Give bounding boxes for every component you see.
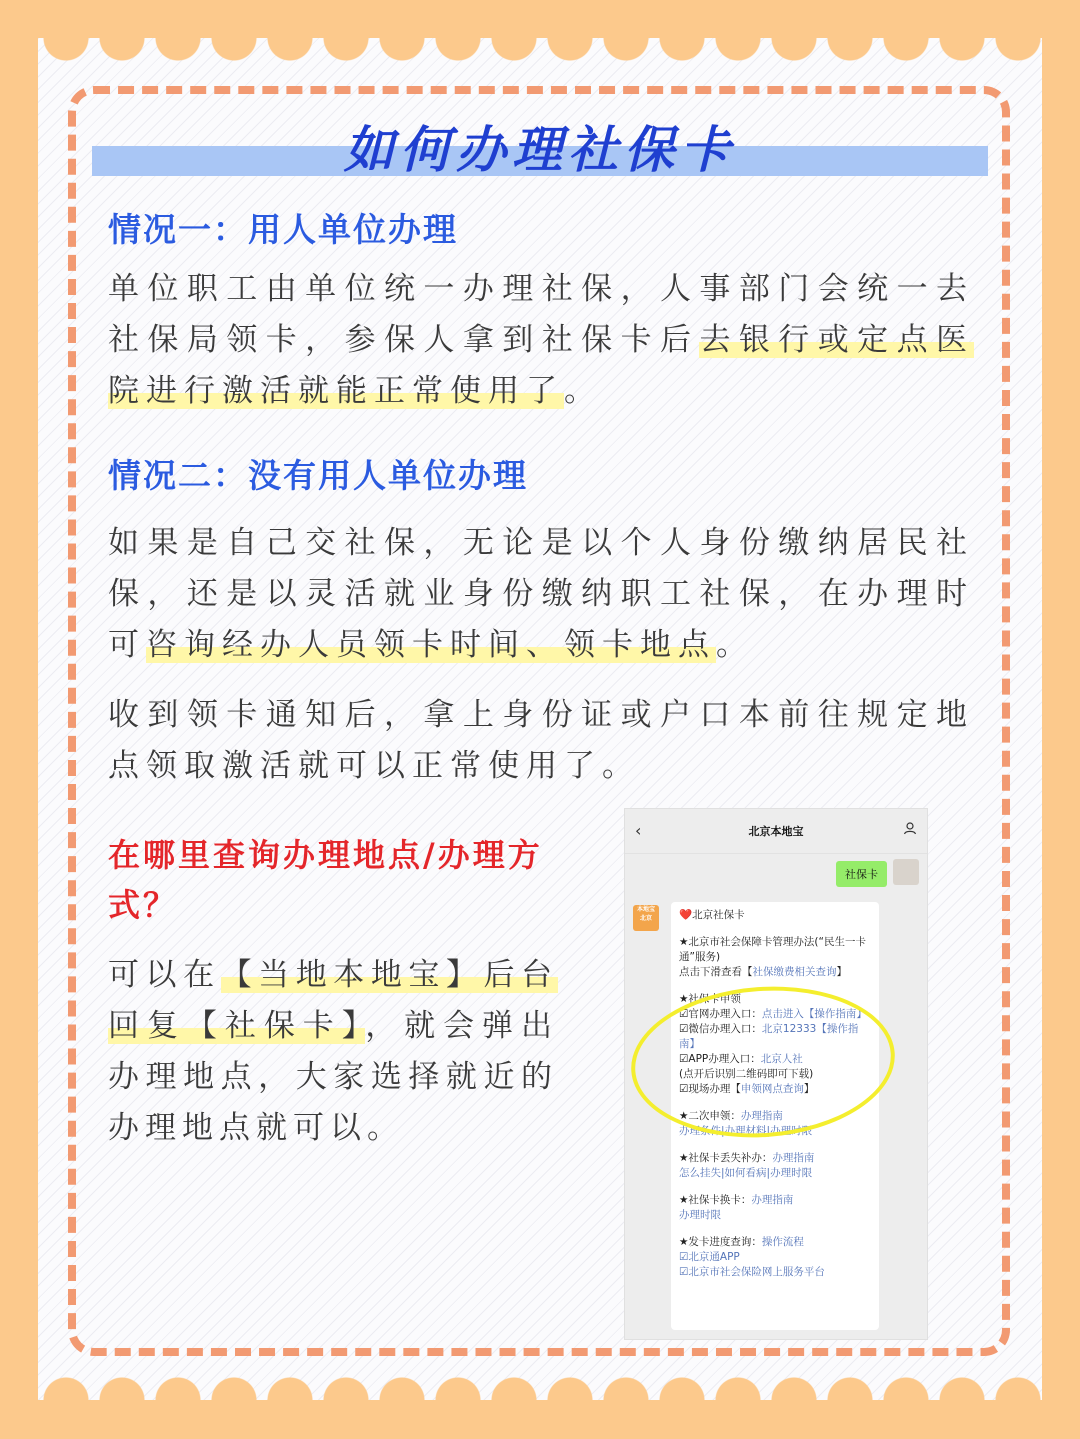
reply-b2-l1-guide[interactable]: 【操作指南】 xyxy=(803,1008,867,1020)
section1-text: 单位职工由单位统一办理社保，人事部门会统一去社保局领卡，参保人拿到社保卡后 xyxy=(108,271,974,358)
scallop-edge-top xyxy=(38,38,1042,66)
user-icon[interactable] xyxy=(903,821,917,835)
reply-b6-link[interactable]: 操作流程 xyxy=(761,1236,804,1248)
section3-end: ，就会弹出办理地点，大家选择就近的办理地点就可以。 xyxy=(108,1008,559,1146)
reply-b2-l3-note: (点开后识别二维码即可下载) xyxy=(679,1068,814,1080)
page-title: 如何办理社保卡 xyxy=(344,121,736,179)
section2-paragraph-2: 收到领卡通知后，拿上身份证或户口本前往规定地点领取激活就可以正常使用了。 xyxy=(108,697,974,784)
back-icon[interactable]: ‹ xyxy=(635,821,642,840)
reply-b2-l2-guide[interactable]: 【操作指南】 xyxy=(679,1023,859,1050)
reply-b6-title: ★发卡进度查询： xyxy=(679,1236,762,1248)
reply-b4-title: ★社保卡丢失补办： xyxy=(679,1152,773,1164)
reply-b4-links[interactable]: 怎么挂失|如何看病|办理时限 xyxy=(679,1167,813,1179)
reply-b5-title: ★社保卡换卡： xyxy=(679,1194,752,1206)
reply-b2-l2-link[interactable]: 北京12333 xyxy=(761,1023,817,1035)
reply-b1-line2 xyxy=(679,965,871,980)
reply-b1-link[interactable]: 社保缴费相关查询 xyxy=(752,966,837,978)
reply-block-4 xyxy=(679,1151,871,1181)
section3-start: 可以在 xyxy=(108,957,221,993)
reply-b2-l4-link[interactable]: 申领网点查询 xyxy=(740,1083,804,1095)
reply-b5-link[interactable]: 办理指南 xyxy=(751,1194,794,1206)
section1-heading: 情况一：用人单位办理 xyxy=(108,210,458,249)
chat-nav-bar xyxy=(625,809,927,854)
bot-avatar: 本地宝 北京 xyxy=(633,905,659,931)
reply-block-1 xyxy=(679,935,871,980)
section1-highlight: 去银行或定点医院进行激活就能正常使用了 xyxy=(108,322,975,409)
section2-end: 。 xyxy=(716,627,754,663)
reply-b2-title: ★社保卡申领 xyxy=(679,993,741,1005)
section1-paragraph xyxy=(108,264,974,417)
reply-b2-l1: ☑官网办理入口： xyxy=(679,1008,762,1020)
section2-paragraph-1 xyxy=(108,518,974,671)
reply-b6-l2[interactable]: ☑北京市社会保险网上服务平台 xyxy=(679,1266,825,1278)
chat-title: 北京本地宝 xyxy=(748,825,804,838)
sent-message-bubble: 社保卡 xyxy=(836,861,887,887)
section3-heading: 在哪里查询办理地点/办理方式？ xyxy=(108,836,543,924)
reply-b3-link[interactable]: 办理指南 xyxy=(740,1110,783,1122)
reply-b2-l4-close: 】 xyxy=(803,1083,815,1095)
section1-end: 。 xyxy=(564,373,602,409)
section3-highlight: 【当地本地宝】后台回复【社保卡】 xyxy=(108,957,559,1044)
reply-b4-link[interactable]: 办理指南 xyxy=(772,1152,815,1164)
section3-paragraph xyxy=(108,950,558,1154)
reply-b2-l3: ☑APP办理入口： xyxy=(679,1053,761,1065)
reply-b1: ★北京市社会保障卡管理办法(“民生一卡通”服务) xyxy=(679,936,866,963)
reply-block-5 xyxy=(679,1193,871,1223)
reply-b1-close: 】 xyxy=(836,966,847,978)
page-card xyxy=(38,38,1042,1400)
reply-b2-l1-link[interactable]: 点击进入 xyxy=(761,1008,804,1020)
scallop-edge-bottom xyxy=(38,1372,1042,1400)
reply-b3-title: ★二次申领： xyxy=(679,1110,741,1122)
phone-screenshot xyxy=(624,808,928,1340)
reply-b2-l2: ☑微信办理入口： xyxy=(679,1023,762,1035)
reply-b2-l4: ☑现场办理【 xyxy=(679,1083,741,1095)
section2-highlight: 咨询经办人员领卡时间、领卡地点 xyxy=(146,627,716,663)
reply-b1-prefix: 点击下滑查看【 xyxy=(679,966,753,978)
reply-block-6 xyxy=(679,1235,871,1280)
reply-b3-links[interactable]: 办理条件|办理材料|办理时限 xyxy=(679,1125,813,1137)
user-avatar xyxy=(893,859,919,885)
section2-heading: 情况二：没有用人单位办理 xyxy=(108,456,528,495)
reply-b6-l1[interactable]: ☑北京通APP xyxy=(679,1251,740,1263)
section2-text: 如果是自己交社保，无论是以个人身份缴纳居民社保，还是以灵活就业身份缴纳职工社保，在办理时可 xyxy=(108,525,974,663)
reply-b5-links[interactable]: 办理时限 xyxy=(679,1209,721,1221)
reply-header: ❤️北京社保卡 xyxy=(679,909,745,921)
reply-b2-l3-link[interactable]: 北京人社 xyxy=(760,1053,803,1065)
